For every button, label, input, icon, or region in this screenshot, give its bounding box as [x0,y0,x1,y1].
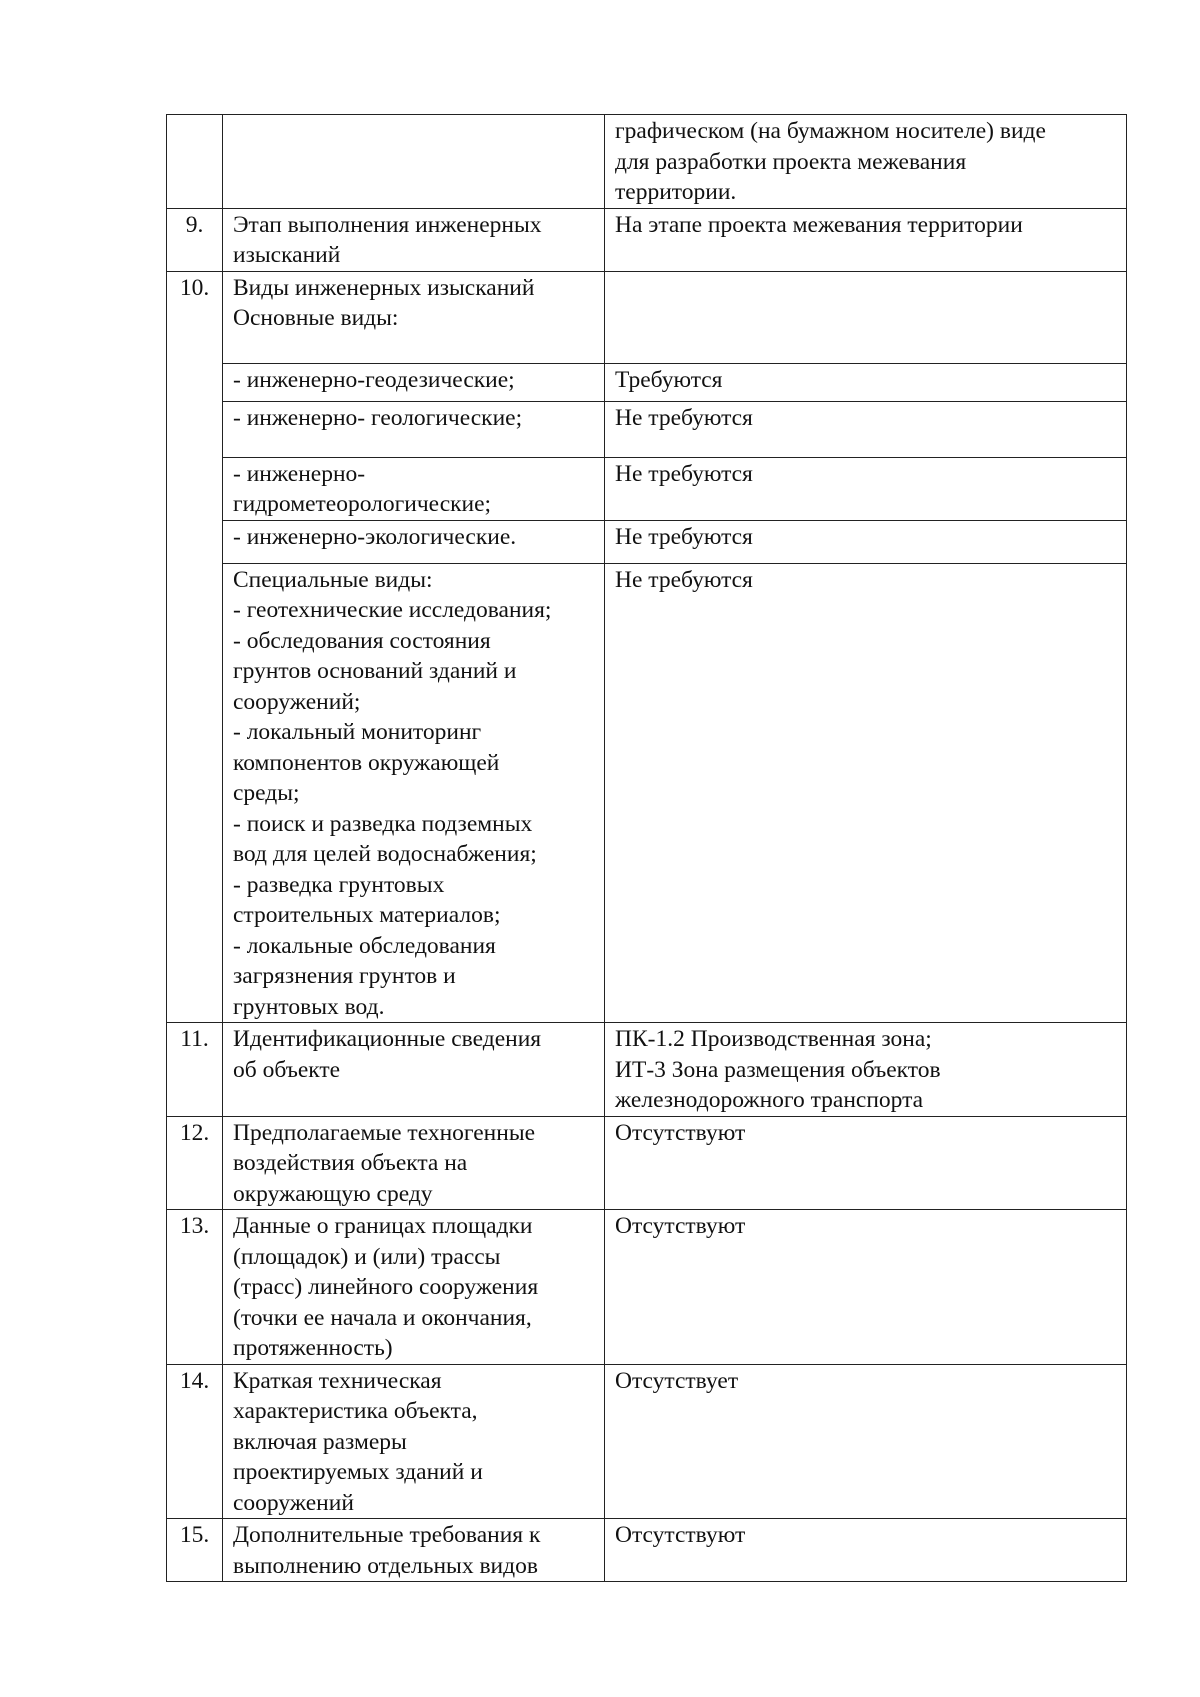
row-number: 15. [167,1519,223,1582]
value-cell: На этапе проекта межевания территории [605,208,1127,271]
value-cell: Не требуются [605,457,1127,520]
parameter-cell: Предполагаемые техногенные воздействия объекта на окружающую среду [223,1116,605,1210]
parameter-cell [223,115,605,209]
value-cell: графическом (на бумажном носителе) виде для разработки проекта межевания территории. [605,115,1127,209]
requirements-table [166,114,1127,1582]
table-row [167,1116,1127,1210]
value-cell: Отсутствуют [605,1210,1127,1365]
table-row [167,457,1127,520]
table-row [167,363,1127,401]
value-cell: Отсутствует [605,1364,1127,1519]
row-number: 11. [167,1023,223,1117]
value-cell: Отсутствуют [605,1519,1127,1582]
table-row [167,401,1127,457]
parameter-cell: Данные о границах площадки (площадок) и (или) трассы (трасс) линейного сооружения (точки ее начала и окончания, протяженность) [223,1210,605,1365]
parameter-cell: Этап выполнения инженерных изысканий [223,208,605,271]
parameter-cell: Дополнительные требования к выполнению отдельных видов [223,1519,605,1582]
parameter-cell: Виды инженерных изысканий Основные виды: [223,271,605,363]
parameter-cell: - инженерно- геологические; [223,401,605,457]
value-cell: Требуются [605,363,1127,401]
table-row [167,563,1127,1023]
row-number: 9. [167,208,223,271]
parameter-cell: Краткая техническая характеристика объекта, включая размеры проектируемых зданий и сооружений [223,1364,605,1519]
value-cell: Не требуются [605,563,1127,1023]
table-row [167,1364,1127,1519]
parameter-cell: Идентификационные сведения об объекте [223,1023,605,1117]
value-cell: Отсутствуют [605,1116,1127,1210]
value-cell: Не требуются [605,401,1127,457]
table-row [167,271,1127,363]
parameter-cell: - инженерно- гидрометеорологические; [223,457,605,520]
parameter-cell: - инженерно-экологические. [223,520,605,563]
table-row [167,1210,1127,1365]
table-row [167,1519,1127,1582]
table-row [167,208,1127,271]
row-number [167,115,223,209]
table-row [167,1023,1127,1117]
row-number: 12. [167,1116,223,1210]
value-cell: Не требуются [605,520,1127,563]
row-number: 10. [167,271,223,1023]
value-cell: ПК-1.2 Производственная зона; ИТ-3 Зона размещения объектов железнодорожного транспорта [605,1023,1127,1117]
table-row [167,520,1127,563]
value-cell [605,271,1127,363]
table-row [167,115,1127,209]
parameter-cell: - инженерно-геодезические; [223,363,605,401]
row-number: 14. [167,1364,223,1519]
row-number: 13. [167,1210,223,1365]
parameter-cell: Специальные виды: - геотехнические исследования; - обследования состояния грунтов оснований зданий и сооружений; - локальный мониторинг компонентов окружающей среды; - поиск и разведка подземных вод для целей водоснабжения; - разведка грунтовых строительных материалов; - локальные обследования загрязнения грунтов и грунтовых вод. [223,563,605,1023]
